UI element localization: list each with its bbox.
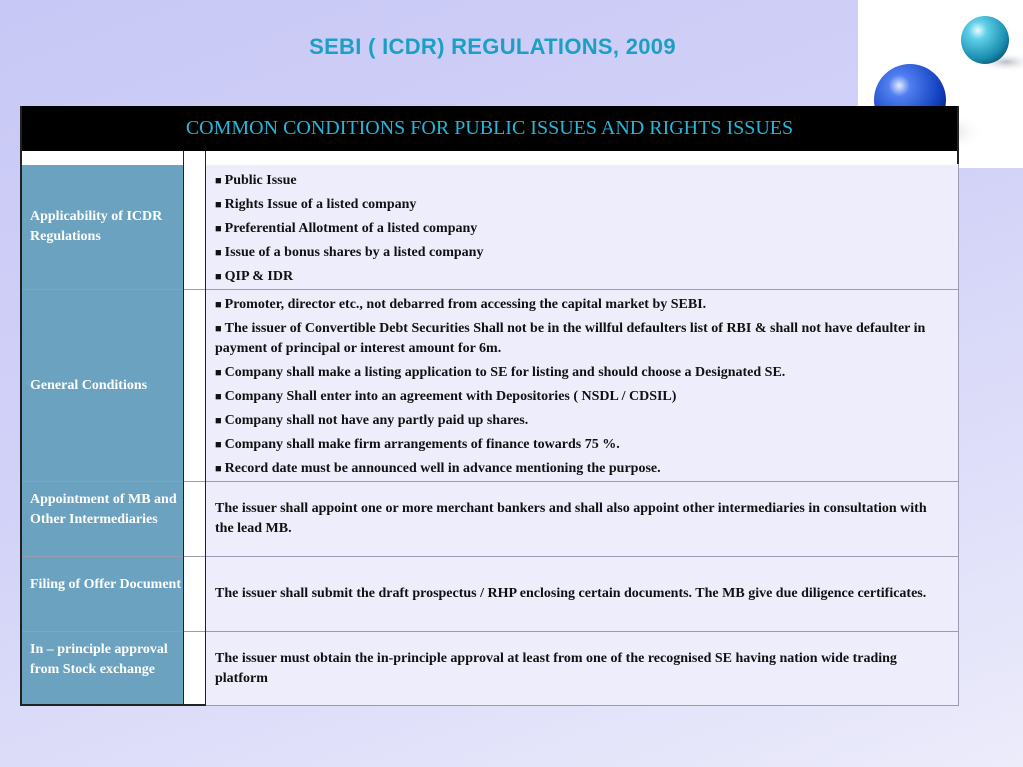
table-border-bottom [206,705,959,706]
list-item: ■ The issuer of Convertible Debt Securities Shall not be in the willful defaulters list of RBI & shall not have defaulter in payment of principal or interest amount for 6m. [215,321,926,356]
list-item: ■ Preferential Allotment of a listed company [215,221,478,236]
row-content [206,557,959,631]
conditions-table [20,106,959,706]
square-bullet-icon: ■ [215,439,222,451]
table-border-right [957,106,959,164]
square-bullet-icon: ■ [215,463,222,475]
row-label: Filing of Offer Document [20,557,184,631]
square-bullet-icon: ■ [215,247,222,259]
small-marble [961,16,1009,64]
list-item: ■ Company shall not have any partly paid up shares. [215,413,529,428]
row-label: Appointment of MB and Other Intermediaries [20,482,184,556]
row-divider [20,481,959,482]
row-divider [20,289,959,290]
table-border-right [958,164,959,706]
row-label: In – principle approval from Stock exchange [20,632,184,706]
list-item: ■ Public Issue [215,173,297,188]
list-item: ■ QIP & IDR [215,269,294,284]
bullet-list [215,295,947,479]
row-divider [20,631,959,632]
list-item: ■ Promoter, director etc., not debarred from accessing the capital market by SEBI. [215,297,707,312]
table-border-left [20,106,22,706]
table-header-spacer [20,151,959,165]
page-title: SEBI ( ICDR) REGULATIONS, 2009 [309,34,676,59]
table-row [20,632,959,706]
square-bullet-icon: ■ [215,415,222,427]
square-bullet-icon: ■ [215,391,222,403]
table-row [20,290,959,481]
list-item: ■ Company shall make a listing application to SE for listing and should choose a Designated SE. [215,365,786,380]
table-row [20,482,959,556]
row-text: The issuer shall submit the draft prospectus / RHP enclosing certain documents. The MB give due diligence certificates. [215,586,927,601]
row-content [206,482,959,556]
bullet-list [215,171,947,287]
row-divider [20,556,959,557]
list-item: ■ Company Shall enter into an agreement with Depositories ( NSDL / CDSIL) [215,389,677,404]
square-bullet-icon: ■ [215,223,222,235]
list-item: ■ Company shall make firm arrangements of finance towards 75 %. [215,437,620,452]
square-bullet-icon: ■ [215,175,222,187]
row-text: The issuer shall appoint one or more merchant bankers and shall also appoint other intermediaries in consultation with the lead MB. [215,501,927,536]
row-content [206,290,959,481]
row-text: The issuer must obtain the in-principle approval at least from one of the recognised SE having nation wide trading platform [215,651,897,686]
row-label: Applicability of ICDR Regulations [20,165,184,289]
list-item: ■ Issue of a bonus shares by a listed company [215,245,484,260]
square-bullet-icon: ■ [215,323,222,335]
square-bullet-icon: ■ [215,367,222,379]
square-bullet-icon: ■ [215,199,222,211]
table-row [20,165,959,289]
list-item: ■ Record date must be announced well in advance mentioning the purpose. [215,461,661,476]
table-row [20,557,959,631]
column-divider [205,151,206,706]
square-bullet-icon: ■ [215,271,222,283]
table-border-bottom [20,704,206,706]
square-bullet-icon: ■ [215,299,222,311]
column-divider [183,151,184,706]
row-content [206,165,959,289]
row-content [206,632,959,706]
row-label: General Conditions [20,290,184,481]
list-item: ■ Rights Issue of a listed company [215,197,417,212]
table-header: COMMON CONDITIONS FOR PUBLIC ISSUES AND RIGHTS ISSUES [20,106,959,151]
